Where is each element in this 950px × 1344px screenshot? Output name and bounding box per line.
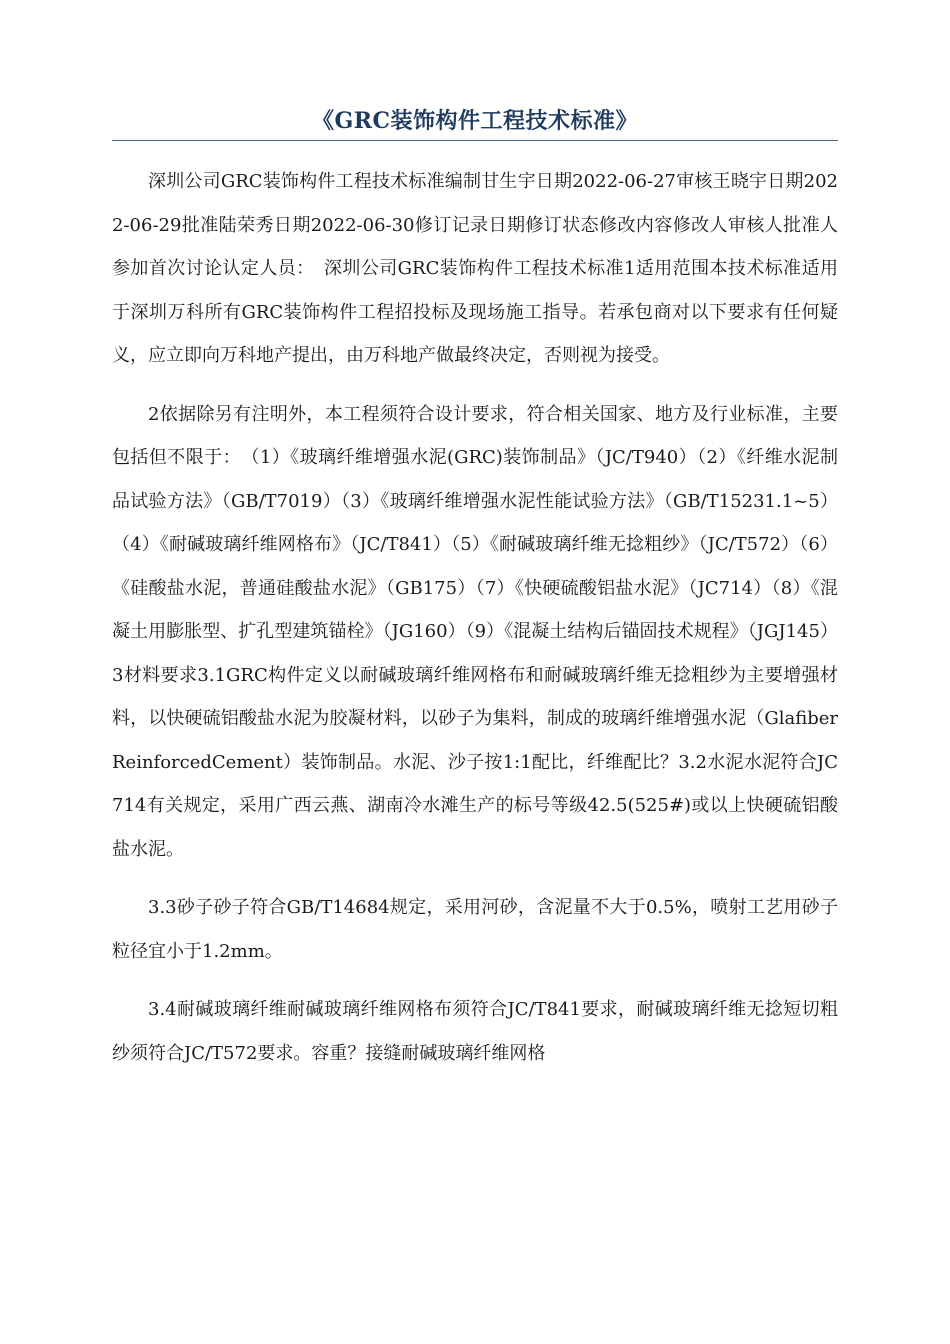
paragraph-standards-materials: 2依据除另有注明外，本工程须符合设计要求，符合相关国家、地方及行业标准，主要包括但不限于： （1）《玻璃纤维增强水泥(GRC)装饰制品》（JC/T940）（2）《纤维水泥制品试验方法》（GB/T7019）（3）《玻璃纤维增强水泥性能试验方法》（GB/T15231.1~5）（4）《耐碱玻璃纤维网格布》（JC/T841）（5）《耐碱玻璃纤维无捻粗纱》（JC/T572）（6）《硅酸盐水泥，普通硅酸盐水泥》（GB175）（7）《快硬硫酸铝盐水泥》（JC714）（8）《混凝土用膨胀型、扩孔型建筑锚栓》（JG160）（9）《混凝土结构后锚固技术规程》（JGJ145）3材料要求3.1GRC构件定义以耐碱玻璃纤维网格布和耐碱玻璃纤维无捻粗纱为主要增强材料，以快硬硫铝酸盐水泥为胶凝材料，以砂子为集料，制成的玻璃纤维增强水泥（GlafiberReinforcedCement）装饰制品。水泥、沙子按1:1配比，纤维配比？3.2水泥水泥符合JC714有关规定，采用广西云燕、湖南冷水滩生产的标号等级42.5(525#)或以上快硬硫铝酸盐水泥。: [112, 403, 838, 860]
paragraph-glass-fiber: 3.4耐碱玻璃纤维耐碱玻璃纤维网格布须符合JC/T841要求，耐碱玻璃纤维无捻短切粗纱须符合JC/T572要求。容重？接缝耐碱玻璃纤维网格: [112, 999, 838, 1064]
title-divider: [112, 140, 838, 141]
document-body: [112, 160, 838, 1090]
paragraph-intro-scope: 深圳公司GRC装饰构件工程技术标准编制甘生宇日期2022-06-27审核王晓宇日期2022-06-29批准陆荣秀日期2022-06-30修订记录日期修订状态修改内容修改人审核人批准人参加首次讨论认定人员： 深圳公司GRC装饰构件工程技术标准1适用范围本技术标准适用于深圳万科所有GRC装饰构件工程招投标及现场施工指导。若承包商对以下要求有任何疑义，应立即向万科地产提出，由万科地产做最终决定，否则视为接受。: [112, 171, 838, 366]
paragraph-sand: 3.3砂子砂子符合GB/T14684规定，采用河砂，含泥量不大于0.5%，喷射工艺用砂子粒径宜小于1.2mm。: [112, 897, 838, 962]
document-title: 《GRC装饰构件工程技术标准》: [311, 107, 639, 134]
